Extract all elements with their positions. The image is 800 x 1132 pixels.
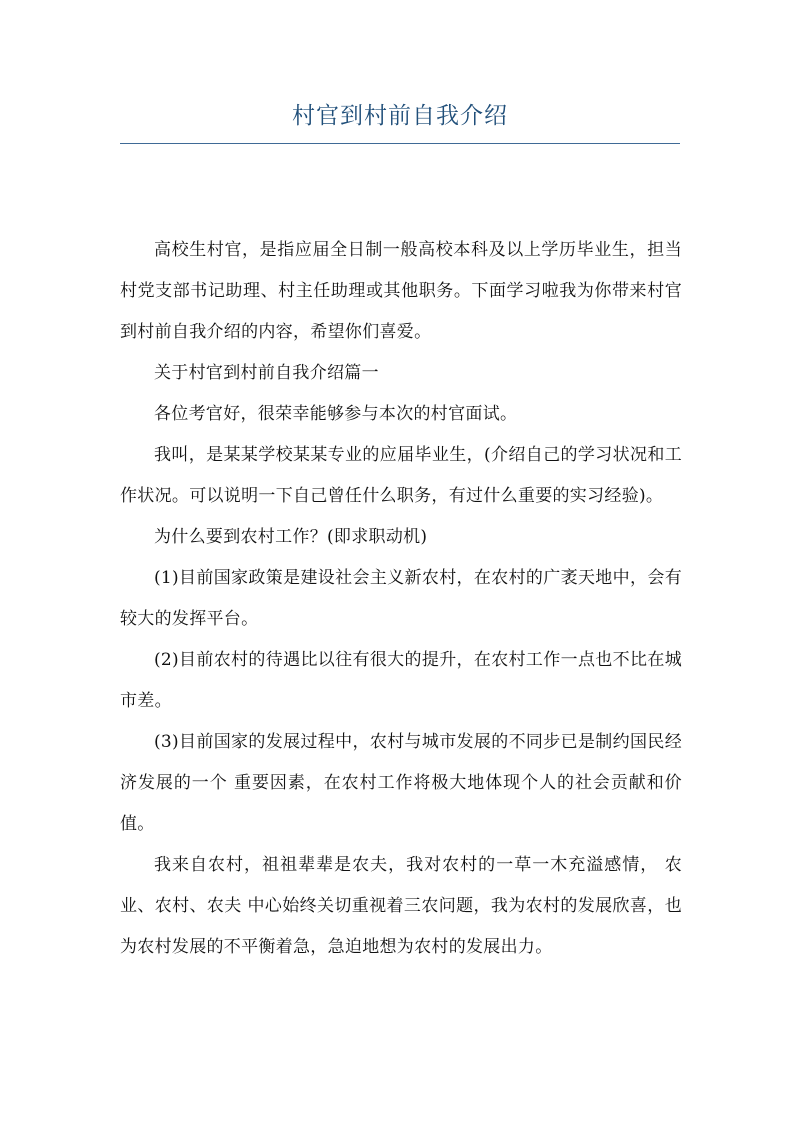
paragraph-background: 我来自农村，祖祖辈辈是农夫，我对农村的一草一木充溢感情， 农业、农村、农夫 中心始终关切重视着三农问题，我为农村的发展欣喜，也为农村发展的不平衡着急，急迫地想为农村的发展出力。 — [120, 855, 682, 957]
paragraph-reason-2: (2)目前农村的待遇比以往有很大的提升，在农村工作一点也不比在城市差。 — [120, 650, 682, 711]
paragraph-greeting: 各位考官好，很荣幸能够参与本次的村官面试。 — [154, 404, 518, 424]
title-underline — [120, 143, 680, 144]
paragraph-self-intro: 我叫，是某某学校某某专业的应届毕业生，(介绍自己的学习状况和工作状况。可以说明一下自己曾任什么职务，有过什么重要的实习经验)。 — [120, 445, 682, 506]
paragraph-reason-1: (1)目前国家政策是建设社会主义新农村，在农村的广袤天地中，会有较大的发挥平台。 — [120, 568, 682, 629]
paragraph-section-heading: 关于村官到村前自我介绍篇一 — [154, 363, 379, 383]
paragraph-intro: 高校生村官，是指应届全日制一般高校本科及以上学历毕业生，担当村党支部书记助理、村主任助理或其他职务。下面学习啦我为你带来村官到村前自我介绍的内容，希望你们喜爱。 — [120, 240, 682, 342]
document-title: 村官到村前自我介绍 — [292, 103, 508, 129]
document-body — [120, 230, 682, 968]
paragraph-question: 为什么要到农村工作？(即求职动机) — [154, 527, 428, 547]
paragraph-reason-3: (3)目前国家的发展过程中，农村与城市发展的不同步已是制约国民经济发展的一个 重要因素，在农村工作将极大地体现个人的社会贡献和价值。 — [120, 732, 682, 834]
